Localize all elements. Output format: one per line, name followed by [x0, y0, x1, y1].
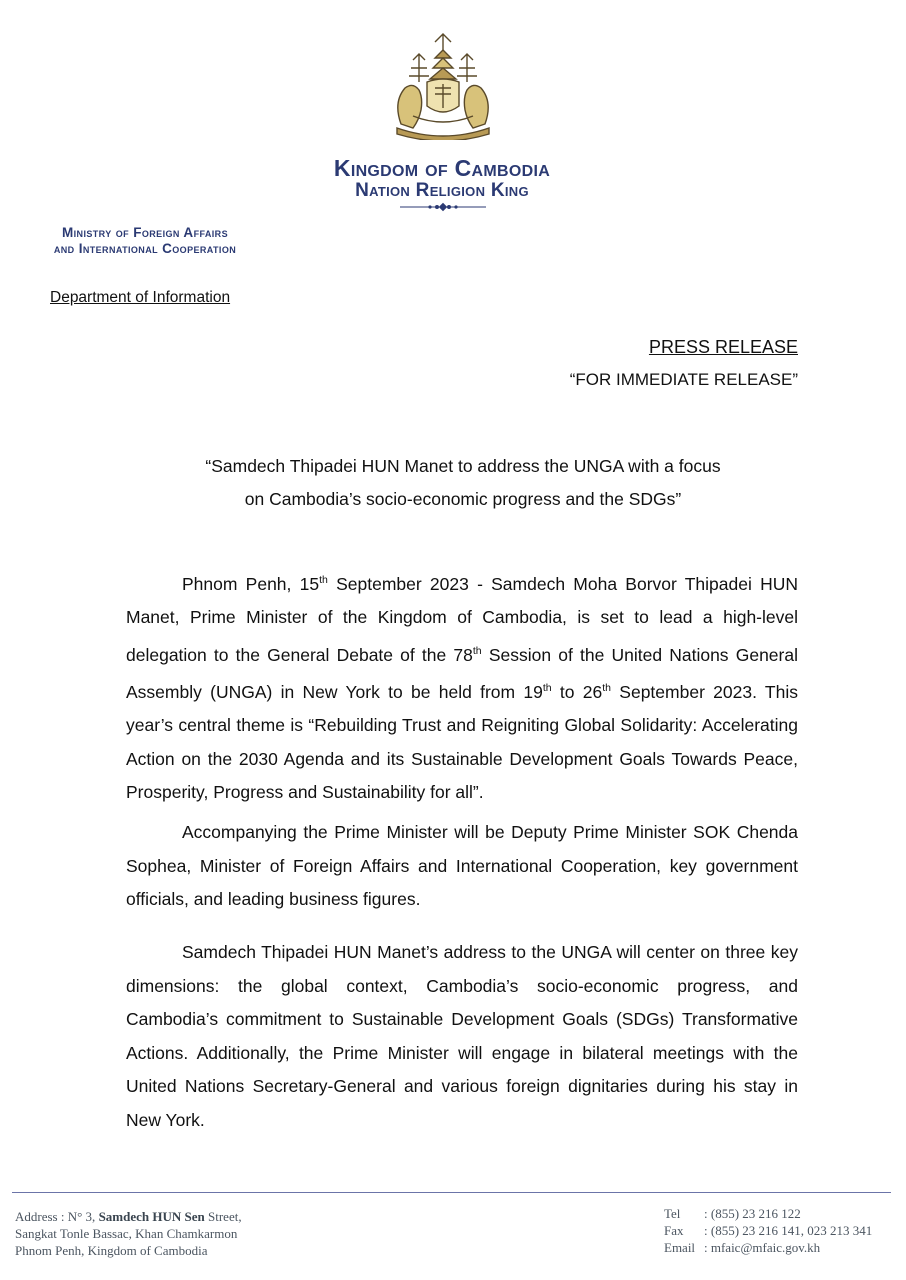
- paragraph-1: [126, 564, 798, 810]
- email-value[interactable]: : mfaic@mfaic.gov.kh: [704, 1240, 821, 1255]
- royal-emblem-icon: [383, 32, 503, 140]
- email-label: Email: [664, 1240, 696, 1255]
- headline-line1: “Samdech Thipadei HUN Manet to address the UNGA with a focus: [205, 456, 721, 476]
- fax-value: : (855) 23 216 141, 023 213 341: [704, 1223, 873, 1238]
- address-street: Samdech HUN Sen: [98, 1209, 205, 1224]
- kingdom-title: Kingdom of Cambodia: [333, 155, 551, 181]
- ministry-name-line2: and International Cooperation: [53, 241, 237, 256]
- paragraph-3: [126, 936, 798, 1137]
- p1-sup4: th: [602, 682, 612, 695]
- fax-label: Fax: [664, 1223, 684, 1238]
- contact-fax: [664, 1222, 872, 1239]
- tel-label: Tel: [664, 1206, 681, 1221]
- ministry-name-line1: Ministry of Foreign Affairs: [62, 225, 228, 240]
- p1-text-d: to 26: [551, 681, 603, 702]
- footer-address: [15, 1208, 242, 1259]
- address-line1: [15, 1208, 242, 1225]
- p1-sup3: th: [542, 682, 552, 695]
- tel-value: : (855) 23 216 122: [704, 1206, 801, 1221]
- address-prefix: Address : N° 3,: [15, 1209, 99, 1224]
- p3-text: Samdech Thipadei HUN Manet’s address to the UNGA will center on three key dimensions: the global context, Cambodia’s socio-economic progress, and Cambodia’s commitment to Sustainable Development Goals (SDGs) Transformative Actions. Additionally, the Prime Minister will engage in bilateral meetings with the United Nations Secretary-General and various foreign dignitaries during his stay in New York.: [126, 942, 798, 1130]
- paragraph-2: [126, 816, 798, 917]
- address-line2: Sangkat Tonle Bassac, Khan Chamkarmon: [15, 1226, 238, 1241]
- kingdom-motto: Nation Religion King: [355, 180, 529, 201]
- headline-line2: on Cambodia’s socio-economic progress and the SDGs”: [244, 489, 682, 509]
- address-line3: Phnom Penh, Kingdom of Cambodia: [15, 1243, 208, 1258]
- p1-text-a: Phnom Penh, 15: [182, 573, 320, 594]
- p1-text-e: September 2023. This year’s central theme is “Rebuilding Trust and Reigniting Global Solidarity: Accelerating Action on the 2030 Agenda and its Sustainable Development Goals Towards Peace, Prosperity, Progress and Sustainability for all”.: [126, 681, 798, 803]
- headline: [100, 450, 826, 516]
- ornament-divider-icon: [400, 202, 486, 212]
- p1-text-c: Session of the United Nations General Assembly (UNGA) in New York to be held from 19: [126, 644, 798, 702]
- p1-sup2: th: [472, 644, 482, 657]
- contact-email: [664, 1239, 872, 1256]
- p2-text: Accompanying the Prime Minister will be Deputy Prime Minister SOK Chenda Sophea, Minister of Foreign Affairs and International Cooperation, key government officials, and leading business figures.: [126, 822, 798, 909]
- contact-tel: [664, 1205, 872, 1222]
- footer-divider: [12, 1192, 891, 1193]
- immediate-release-label: “FOR IMMEDIATE RELEASE”: [569, 370, 798, 389]
- footer-contacts: [664, 1205, 872, 1256]
- p1-sup1: th: [319, 574, 328, 586]
- department-name: Department of Information: [50, 289, 231, 306]
- address-street-suffix: Street,: [204, 1209, 242, 1224]
- press-release-label: PRESS RELEASE: [648, 337, 798, 357]
- p1-text-b: September 2023 - Samdech Moha Borvor Thipadei HUN Manet, Prime Minister of the Kingdom of Cambodia, is set to lead a high-level delegation to the General Debate of the 78: [126, 573, 799, 665]
